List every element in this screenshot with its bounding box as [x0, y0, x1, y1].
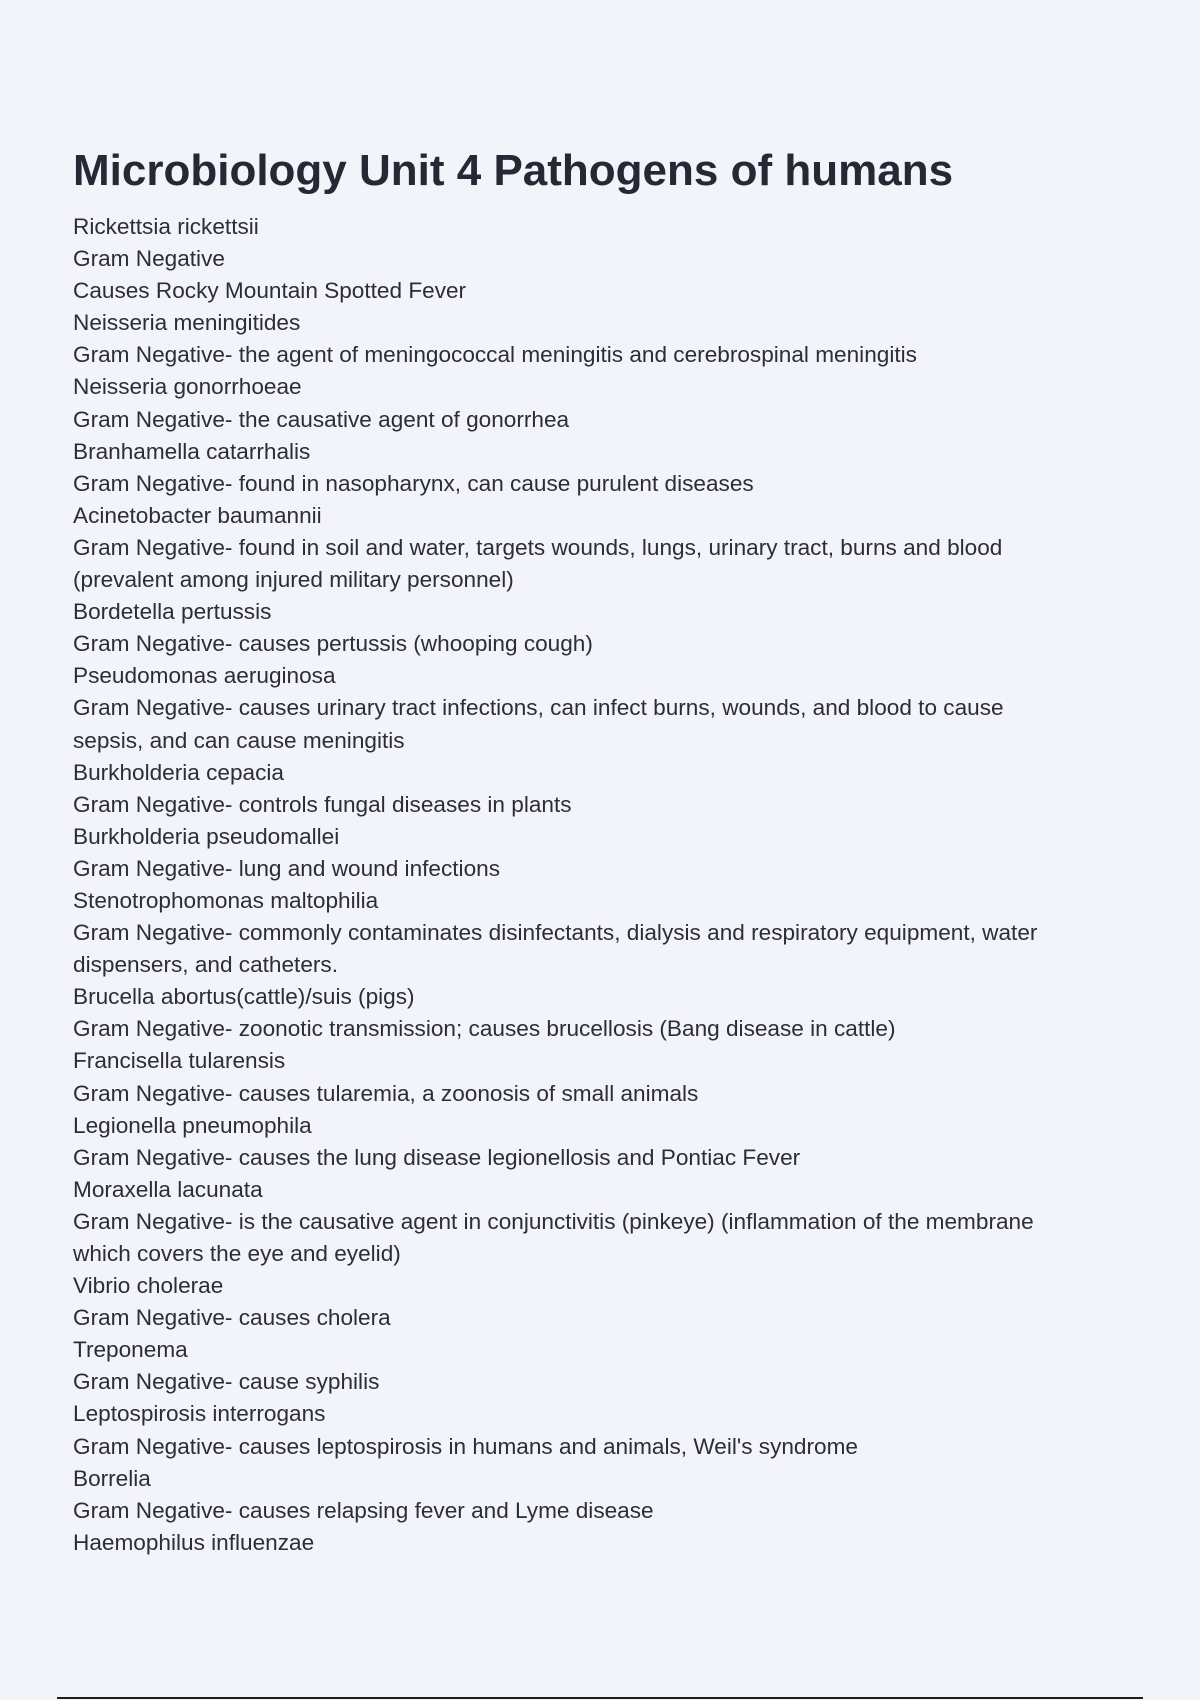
content-line: dispensers, and catheters. — [73, 952, 339, 978]
content-line: Gram Negative- causes urinary tract infections, can infect burns, wounds, and blood to cause — [73, 695, 1004, 721]
content-line: Gram Negative- commonly contaminates disinfectants, dialysis and respiratory equipment, water — [73, 920, 1038, 946]
content-line: Burkholderia pseudomallei — [73, 823, 340, 849]
content-line: Haemophilus influenzae — [73, 1529, 315, 1555]
content-line: Branhamella catarrhalis — [73, 438, 311, 464]
content-line: Gram Negative- causes relapsing fever and Lyme disease — [73, 1497, 654, 1523]
content-line: Vibrio cholerae — [73, 1273, 224, 1299]
content-line: Acinetobacter baumannii — [73, 502, 322, 528]
content-line: Neisseria meningitides — [73, 310, 301, 336]
content-line: Moraxella lacunata — [73, 1176, 263, 1202]
content-line: (prevalent among injured military personnel) — [73, 567, 514, 593]
content-line: Gram Negative- causes cholera — [73, 1305, 391, 1331]
bottom-divider — [57, 1697, 1143, 1699]
content-line: Gram Negative- the causative agent of gonorrhea — [73, 406, 570, 432]
content-line: which covers the eye and eyelid) — [73, 1241, 401, 1266]
content-line: Gram Negative- zoonotic transmission; causes brucellosis (Bang disease in cattle) — [73, 1016, 896, 1042]
content-line: Legionella pneumophila — [73, 1112, 312, 1138]
content-line: Gram Negative- controls fungal diseases in plants — [73, 791, 572, 817]
content-line: Bordetella pertussis — [73, 599, 272, 625]
content-line: Rickettsia rickettsii — [73, 214, 259, 239]
content-line: Gram Negative- causes leptospirosis in humans and animals, Weil's syndrome — [73, 1433, 858, 1459]
content-line: Stenotrophomonas maltophilia — [73, 887, 379, 913]
content-line: Gram Negative- causes pertussis (whooping cough) — [73, 631, 593, 657]
content-line: Gram Negative- found in nasopharynx, can cause purulent diseases — [73, 470, 754, 496]
content-lines — [73, 211, 1133, 1559]
content-line: Burkholderia cepacia — [73, 759, 285, 785]
content-line: Treponema — [73, 1337, 188, 1363]
content-line: Pseudomonas aeruginosa — [73, 663, 336, 689]
content-line: sepsis, and can cause meningitis — [73, 727, 405, 753]
content-line: Causes Rocky Mountain Spotted Fever — [73, 278, 467, 304]
content-line: Gram Negative- the agent of meningococcal meningitis and cerebrospinal meningitis — [73, 342, 917, 368]
content-line: Gram Negative- cause syphilis — [73, 1369, 380, 1395]
content-line: Gram Negative- found in soil and water, targets wounds, lungs, urinary tract, burns and blood — [73, 534, 1003, 560]
content-line: Neisseria gonorrhoeae — [73, 374, 302, 400]
content-line: Gram Negative- causes tularemia, a zoonosis of small animals — [73, 1080, 699, 1106]
content-line: Borrelia — [73, 1465, 151, 1491]
content-line: Francisella tularensis — [73, 1048, 286, 1074]
content-line: Gram Negative- is the causative agent in conjunctivitis (pinkeye) (inflammation of the membrane — [73, 1208, 1034, 1234]
content-line: Leptospirosis interrogans — [73, 1401, 326, 1427]
content-line: Brucella abortus(cattle)/suis (pigs) — [73, 984, 415, 1010]
content-line: Gram Negative- lung and wound infections — [73, 855, 501, 881]
content-line: Gram Negative — [73, 246, 225, 272]
page-title: Microbiology Unit 4 Pathogens of humans — [73, 146, 954, 195]
content-line: Gram Negative- causes the lung disease legionellosis and Pontiac Fever — [73, 1144, 801, 1170]
